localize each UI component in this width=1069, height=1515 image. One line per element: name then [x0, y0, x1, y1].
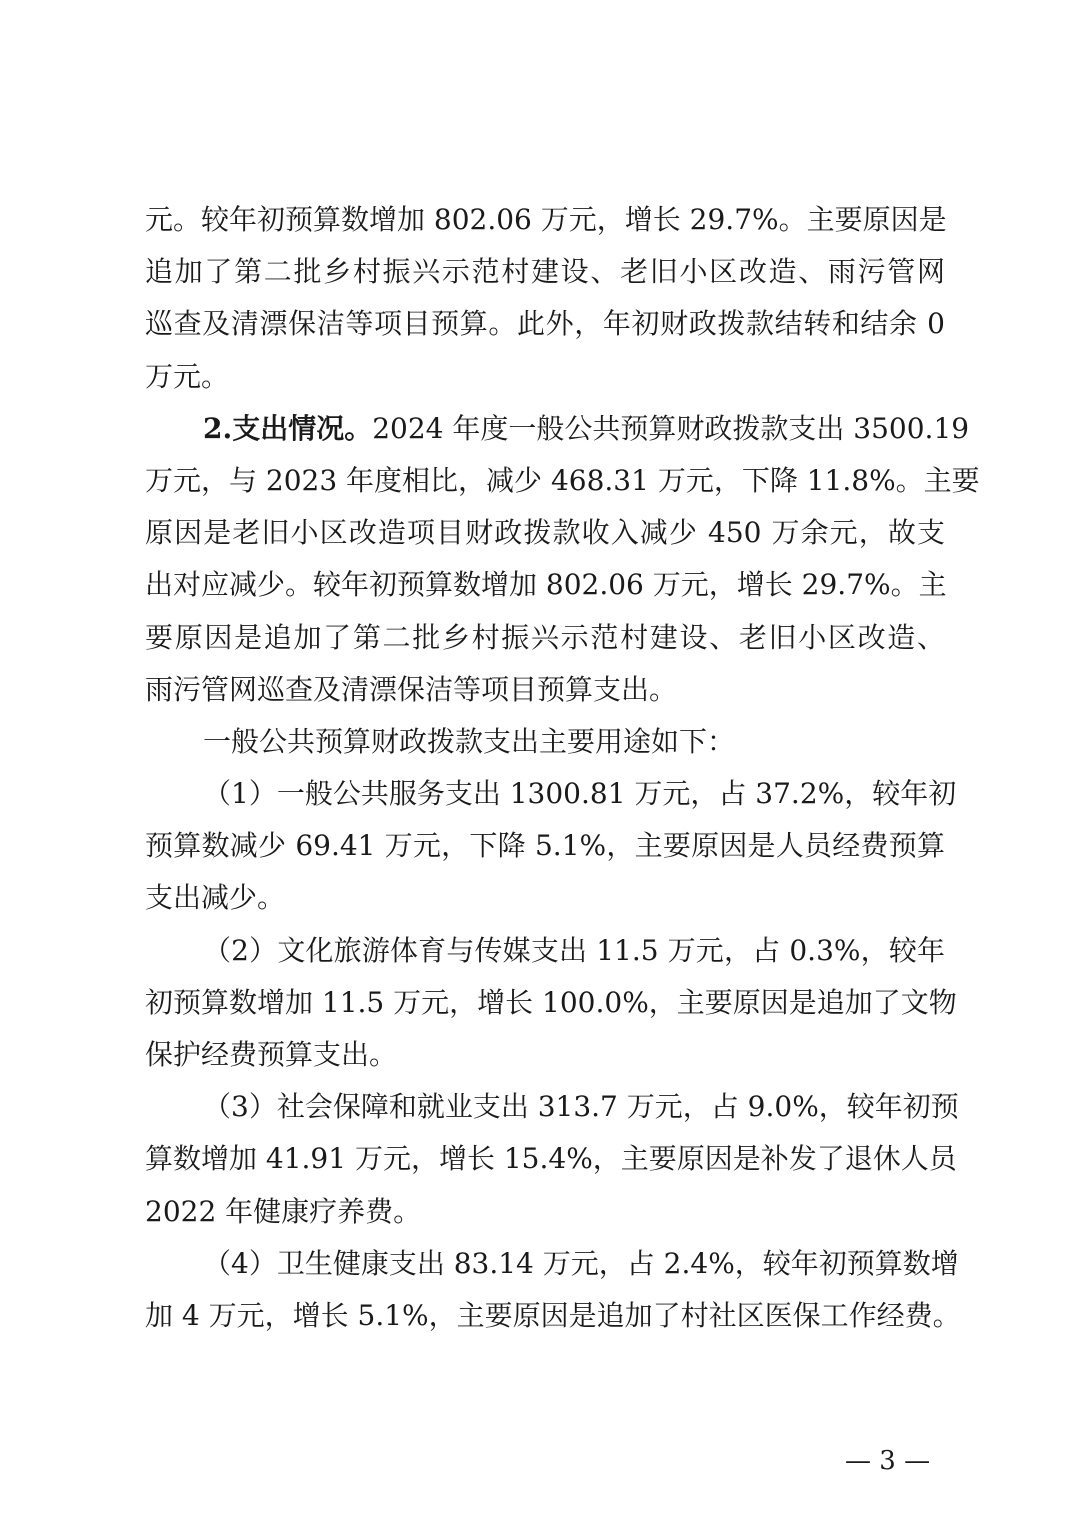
- text-line: 算数增加 41.91 万元，增长 15.4%，主要原因是补发了退休人员: [145, 1142, 957, 1176]
- list-item-line: （3）社会保障和就业支出 313.7 万元，占 9.0%，较年初预: [203, 1090, 959, 1124]
- text-line: 支出减少。: [145, 881, 286, 915]
- text-line: 万元，与 2023 年度相比，减少 468.31 万元，下降 11.8%。主要: [145, 463, 980, 497]
- list-item-line: （4）卫生健康支出 83.14 万元，占 2.4%，较年初预算数增: [203, 1246, 959, 1280]
- text-line: 保护经费预算支出。: [145, 1038, 398, 1071]
- document-body: [145, 194, 980, 1342]
- page-number: — 3 —: [845, 1446, 931, 1476]
- list-item-line: （1）一般公共服务支出 1300.81 万元，占 37.2%，较年初: [203, 777, 957, 811]
- section-heading-line: [145, 403, 970, 455]
- text-line: 元。较年初预算数增加 802.06 万元，增长 29.7%。主要原因是: [145, 203, 947, 236]
- text-line: 一般公共预算财政拨款支出主要用途如下：: [203, 724, 736, 758]
- text-line: 要原因是追加了第二批乡村振兴示范村建设、老旧小区改造、: [145, 620, 945, 654]
- section-heading: 2.支出情况。: [203, 411, 373, 445]
- text-line: 加 4 万元，增长 5.1%，主要原因是追加了村社区医保工作经费。: [145, 1298, 961, 1332]
- text-line: 雨污管网巡查及清漂保洁等项目预算支出。: [145, 672, 678, 706]
- text-line: 原因是老旧小区改造项目财政拨款收入减少 450 万余元，故支: [145, 516, 945, 550]
- text-line: 巡查及清漂保洁等项目预算。此外，年初财政拨款结转和结余 0: [145, 307, 945, 341]
- text-line: 出对应减少。较年初预算数增加 802.06 万元，增长 29.7%。主: [145, 568, 947, 602]
- section-heading-text: 2024 年度一般公共预算财政拨款支出 3500.19: [372, 411, 970, 445]
- list-item-line: （2）文化旅游体育与传媒支出 11.5 万元，占 0.3%，较年: [203, 933, 945, 967]
- text-line: 初预算数增加 11.5 万元，增长 100.0%，主要原因是追加了文物: [145, 985, 957, 1019]
- text-line: 万元。: [145, 359, 230, 393]
- text-line: 预算数减少 69.41 万元，下降 5.1%，主要原因是人员经费预算: [145, 829, 945, 863]
- text-line: 2022 年健康疗养费。: [145, 1194, 422, 1228]
- text-line: 追加了第二批乡村振兴示范村建设、老旧小区改造、雨污管网: [145, 255, 945, 289]
